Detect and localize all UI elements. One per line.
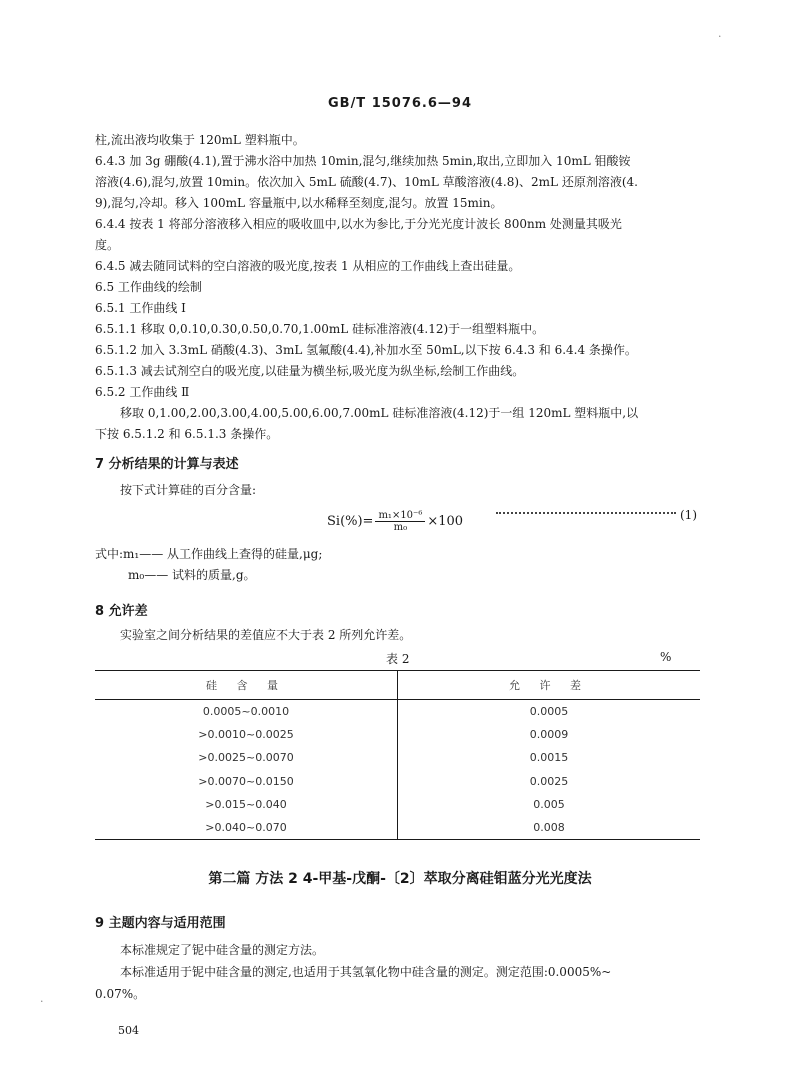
silicon-content-cell: >0.0025~0.0070 (95, 746, 398, 769)
body-line: 9),混匀,冷却。移入 100mL 容量瓶中,以水稀释至刻度,混匀。放置 15min。 (95, 196, 503, 210)
silicon-content-cell: >0.040~0.070 (95, 816, 398, 840)
clause-6-5-1-2: 6.5.1.2 加入 3.3mL 硝酸(4.3)、3mL 氢氟酸(4.4),补加水至 50mL,以下按 6.4.3 和 6.4.4 条操作。 (95, 343, 637, 357)
column-header-silicon-content: 硅 含 量 (95, 671, 398, 700)
tolerance-cell: 0.0015 (529, 751, 569, 765)
table-row (95, 770, 700, 793)
scan-speck: · (718, 30, 722, 43)
standard-number-header: GB/T 15076.6—94 (327, 96, 473, 111)
part-2-title: 第二篇 方法 2 4-甲基-戊酮-〔2〕萃取分离硅钼蓝分光光度法 (208, 871, 592, 887)
clause-6-5-1-1: 6.5.1.1 移取 0,0.10,0.30,0.50,0.70,1.00mL 硅标准溶液(4.12)于一组塑料瓶中。 (95, 322, 545, 336)
formula-rhs: ×100 (427, 513, 464, 529)
clause-6-5-1: 6.5.1 工作曲线 Ⅰ (95, 301, 186, 315)
table-row (95, 723, 700, 746)
formula-fraction (375, 510, 425, 533)
body-line: 度。 (95, 238, 120, 252)
column-header-tolerance: 允 许 差 (398, 671, 701, 700)
definition-m1: 式中:m₁—— 从工作曲线上查得的硅量,μg; (95, 547, 323, 561)
clause-6-5: 6.5 工作曲线的绘制 (95, 280, 202, 294)
clause-6-4-4: 6.4.4 按表 1 将部分溶液移入相应的吸收皿中,以水为参比,于分光光度计波长 800nm 处测量其吸光 (95, 217, 622, 231)
clause-6-4-3: 6.4.3 加 3g 硼酸(4.1),置于沸水浴中加热 10min,混匀,继续加热 5min,取出,立即加入 10mL 钼酸铵 (95, 154, 631, 168)
section-8-heading: 8 允许差 (95, 604, 148, 619)
table-2 (95, 670, 700, 840)
section-7-intro: 按下式计算硅的百分含量: (120, 483, 257, 497)
table-header-row (95, 671, 700, 700)
tolerance-cell: 0.0005 (529, 705, 569, 719)
dot-leader (496, 512, 676, 514)
section-8-intro: 实验室之间分析结果的差值应不大于表 2 所列允许差。 (120, 628, 412, 642)
tolerance-cell: 0.0009 (529, 728, 569, 742)
section-9-line: 0.07%。 (95, 987, 146, 1001)
table-row (95, 793, 700, 816)
body-line: 柱,流出液均收集于 120mL 塑料瓶中。 (95, 133, 305, 147)
formula-numerator: m₁×10⁻⁶ (375, 510, 425, 522)
scan-speck: · (40, 995, 44, 1008)
tolerance-cell: 0.005 (533, 797, 565, 811)
page-number: 504 (118, 1024, 139, 1037)
silicon-content-cell: 0.0005~0.0010 (95, 700, 398, 724)
silicon-content-cell: >0.015~0.040 (95, 793, 398, 816)
tolerance-cell: 0.0025 (529, 774, 569, 788)
section-9-heading: 9 主题内容与适用范围 (95, 916, 226, 931)
definition-m0: m₀—— 试料的质量,g。 (128, 568, 256, 582)
table-row (95, 700, 700, 724)
clause-6-5-2: 6.5.2 工作曲线 Ⅱ (95, 385, 190, 399)
tolerance-cell: 0.008 (398, 816, 701, 840)
clause-6-4-5: 6.4.5 减去随同试料的空白溶液的吸光度,按表 1 从相应的工作曲线上查出硅量。 (95, 259, 521, 273)
silicon-percent-formula (327, 503, 463, 539)
silicon-content-cell: >0.0070~0.0150 (95, 770, 398, 793)
table-row (95, 816, 700, 840)
formula-denominator: m₀ (393, 521, 408, 533)
body-line: 移取 0,1.00,2.00,3.00,4.00,5.00,6.00,7.00mL 硅标准溶液(4.12)于一组 120mL 塑料瓶中,以 (120, 406, 639, 420)
table-2-caption: 表 2 (386, 652, 410, 666)
section-9-line: 本标准规定了铌中硅含量的测定方法。 (120, 943, 325, 957)
clause-6-5-1-3: 6.5.1.3 减去试剂空白的吸光度,以硅量为横坐标,吸光度为纵坐标,绘制工作曲线。 (95, 364, 525, 378)
body-line: 下按 6.5.1.2 和 6.5.1.3 条操作。 (95, 427, 279, 441)
section-7-heading: 7 分析结果的计算与表述 (95, 457, 239, 472)
silicon-content-cell: >0.0010~0.0025 (95, 723, 398, 746)
equation-number: (1) (680, 508, 697, 522)
table-row (95, 746, 700, 769)
formula-lhs: Si(%)= (327, 513, 374, 529)
body-line: 溶液(4.6),混匀,放置 10min。依次加入 5mL 硫酸(4.7)、10mL 草酸溶液(4.8)、2mL 还原剂溶液(4. (95, 175, 638, 189)
section-9-line: 本标准适用于铌中硅含量的测定,也适用于其氢氧化物中硅含量的测定。测定范围:0.0005%~ (120, 965, 612, 979)
table-2-unit: % (660, 650, 672, 664)
